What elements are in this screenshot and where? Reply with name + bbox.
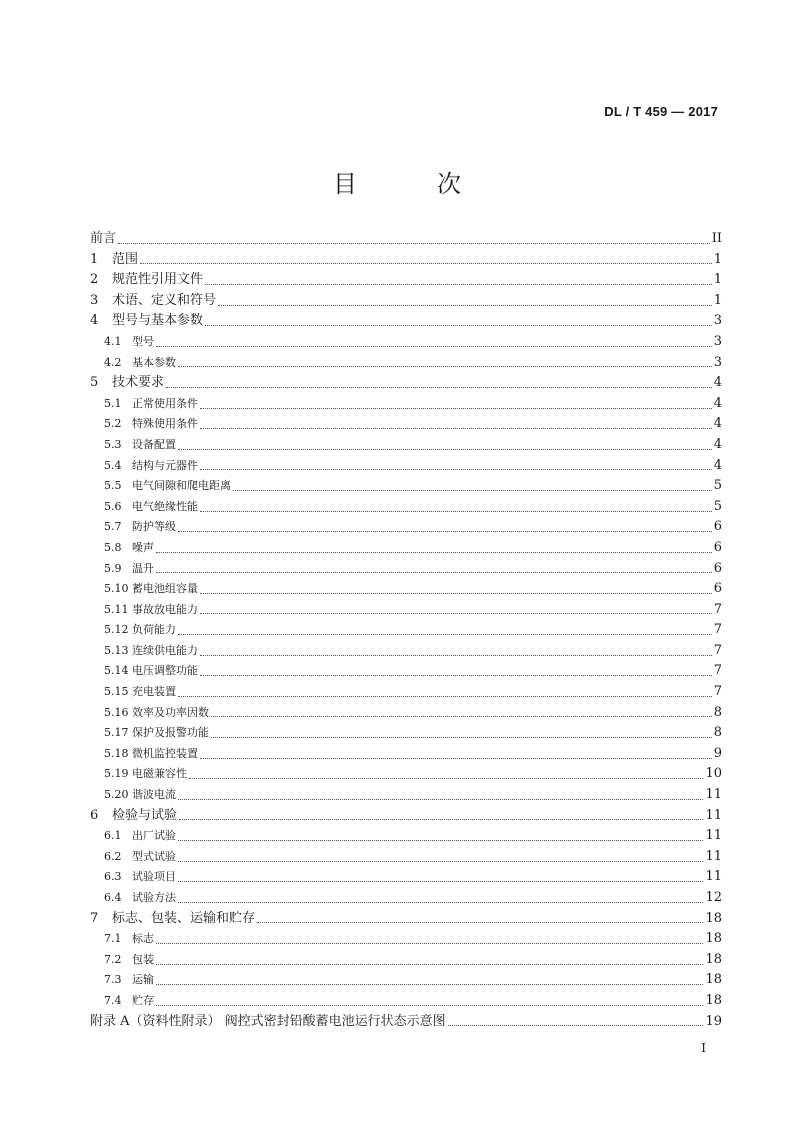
toc-entry-number: 5.1 bbox=[104, 396, 122, 410]
toc-entry-number: 6.4 bbox=[104, 891, 122, 904]
toc-entry-number: 5.10 bbox=[104, 582, 129, 596]
toc-entry-number: 5.8 bbox=[104, 540, 122, 554]
toc-entry-number: 5.3 bbox=[104, 437, 122, 451]
toc-entry[interactable] bbox=[90, 270, 722, 291]
toc-entry-number: 5.17 bbox=[104, 726, 129, 740]
toc-entry-number: 5.14 bbox=[104, 664, 129, 678]
toc-leader-dots bbox=[178, 840, 703, 841]
toc-entry-page: 7 bbox=[713, 601, 722, 617]
toc-leader-dots bbox=[233, 490, 712, 491]
toc-entry-label: 标志 bbox=[132, 932, 154, 946]
toc-entry-page: 8 bbox=[713, 704, 722, 720]
toc-leader-dots bbox=[218, 305, 712, 306]
page-title: 目 次 bbox=[333, 170, 489, 198]
toc-entry[interactable] bbox=[90, 332, 722, 353]
toc-leader-dots bbox=[166, 387, 712, 388]
toc-entry-number: 1 bbox=[90, 251, 99, 267]
toc-entry-number: 6.2 bbox=[104, 849, 122, 863]
toc-entry-label: 运输 bbox=[132, 973, 154, 987]
toc-entry[interactable] bbox=[90, 888, 722, 909]
toc-entry-number: 5.15 bbox=[104, 685, 129, 699]
toc-entry-number: 7.1 bbox=[104, 932, 122, 946]
toc-entry-label: 负荷能力 bbox=[132, 623, 176, 637]
toc-entry-page: 5 bbox=[713, 498, 722, 514]
toc-entry-label: 电压调整功能 bbox=[132, 664, 198, 678]
toc-entry-label: 包装 bbox=[132, 952, 154, 966]
page-number: I bbox=[701, 1041, 706, 1055]
toc-entry[interactable] bbox=[90, 909, 722, 930]
toc-entry-page: 12 bbox=[705, 890, 722, 905]
toc-entry-number: 5.4 bbox=[104, 458, 122, 472]
toc-entry-number: 7.4 bbox=[104, 993, 122, 1007]
toc-leader-dots bbox=[205, 325, 712, 326]
toc-entry-label: 电气绝缘性能 bbox=[132, 499, 198, 513]
toc-entry[interactable] bbox=[90, 744, 722, 765]
toc-leader-dots bbox=[200, 408, 712, 409]
toc-entry-page: 7 bbox=[713, 684, 722, 700]
toc-entry[interactable] bbox=[90, 229, 722, 250]
toc-leader-dots bbox=[156, 1005, 703, 1006]
toc-entry-number: 5.18 bbox=[104, 746, 129, 760]
toc-leader-dots bbox=[178, 449, 712, 450]
toc-entry[interactable] bbox=[90, 538, 722, 559]
toc-entry[interactable] bbox=[90, 311, 722, 332]
toc-entry[interactable] bbox=[90, 600, 722, 621]
toc-entry[interactable] bbox=[90, 867, 722, 888]
toc-leader-dots bbox=[178, 881, 703, 882]
toc-entry[interactable] bbox=[90, 806, 722, 827]
toc-entry-number: 7 bbox=[90, 910, 99, 926]
toc-entry-number: 5.19 bbox=[104, 767, 129, 781]
toc-leader-dots bbox=[178, 696, 712, 697]
toc-entry[interactable] bbox=[90, 394, 722, 415]
toc-entry-label: 充电装置 bbox=[132, 685, 176, 699]
toc-entry-label: 效率及功率因数 bbox=[132, 705, 209, 719]
toc-entry-page: 6 bbox=[713, 581, 722, 597]
toc-leader-dots bbox=[178, 861, 703, 862]
toc-entry[interactable] bbox=[90, 414, 722, 435]
toc-entry[interactable] bbox=[90, 723, 722, 744]
toc-entry-label: 技术要求 bbox=[112, 375, 165, 391]
toc-entry-page: 11 bbox=[705, 787, 722, 803]
toc-entry[interactable] bbox=[90, 929, 722, 950]
toc-entry-page: 18 bbox=[705, 951, 722, 967]
toc-entry-page: 10 bbox=[705, 766, 722, 782]
toc-entry[interactable] bbox=[90, 620, 722, 641]
toc-entry-number: 6.3 bbox=[104, 870, 122, 884]
toc-entry[interactable] bbox=[90, 847, 722, 868]
toc-entry-page: 1 bbox=[713, 251, 722, 267]
toc-leader-dots bbox=[257, 922, 703, 923]
toc-entry-label: 型式试验 bbox=[132, 849, 176, 863]
toc-entry[interactable] bbox=[90, 517, 722, 538]
toc-entry-page: 1 bbox=[713, 292, 722, 308]
toc-leader-dots bbox=[200, 675, 712, 676]
toc-leader-dots bbox=[178, 799, 703, 800]
toc-entry[interactable] bbox=[90, 764, 722, 785]
toc-entry-label: 附录 A（资料性附录） 阀控式密封铅酸蓄电池运行状态示意图 bbox=[90, 1013, 446, 1029]
toc-leader-dots bbox=[205, 284, 712, 285]
toc-leader-dots bbox=[179, 819, 703, 820]
toc-leader-dots bbox=[200, 593, 712, 594]
toc-entry-number: 2 bbox=[90, 272, 99, 288]
toc-entry[interactable] bbox=[90, 456, 722, 477]
toc-entry-number: 5.2 bbox=[104, 417, 122, 431]
toc-entry-page: 4 bbox=[713, 436, 722, 452]
toc-leader-dots bbox=[211, 737, 712, 738]
toc-entry-label: 电磁兼容性 bbox=[132, 767, 187, 781]
toc-entry-number: 5.13 bbox=[104, 643, 129, 657]
toc-entry-number: 5.11 bbox=[104, 602, 129, 616]
toc-entry-page: 5 bbox=[713, 478, 722, 494]
toc-entry[interactable] bbox=[90, 950, 722, 971]
toc-entry-number: 6 bbox=[90, 807, 99, 823]
toc-entry[interactable] bbox=[90, 250, 722, 271]
toc-leader-dots bbox=[156, 552, 712, 553]
standard-code: DL / T 459 — 2017 bbox=[604, 104, 718, 119]
toc-entry[interactable] bbox=[90, 682, 722, 703]
toc-entry-number: 7.3 bbox=[104, 973, 122, 987]
toc-leader-dots bbox=[200, 428, 712, 429]
toc-leader-dots bbox=[178, 366, 712, 367]
toc-entry-page: 3 bbox=[713, 354, 722, 370]
toc-entry-page: 3 bbox=[713, 333, 722, 349]
toc-entry-label: 标志、包装、运输和贮存 bbox=[112, 910, 256, 926]
toc-entry-label: 电气间隙和爬电距离 bbox=[132, 479, 231, 493]
toc-entry[interactable] bbox=[90, 291, 722, 312]
toc-entry-page: 18 bbox=[705, 910, 722, 926]
toc-leader-dots bbox=[200, 758, 712, 759]
toc-entry-label: 前言 bbox=[90, 231, 117, 246]
toc-entry-number: 4.2 bbox=[104, 355, 122, 369]
toc-entry-number: 3 bbox=[90, 292, 99, 308]
toc-entry-page: 1 bbox=[713, 272, 722, 288]
toc-entry-page: 7 bbox=[713, 622, 722, 638]
toc-entry-number: 5.5 bbox=[104, 479, 122, 493]
toc-entry[interactable] bbox=[90, 353, 722, 374]
toc-entry-label: 连续供电能力 bbox=[132, 643, 198, 657]
toc-entry-number: 5.6 bbox=[104, 499, 122, 513]
toc-entry-label: 试验方法 bbox=[132, 891, 176, 904]
toc-entry-label: 保护及报警功能 bbox=[132, 726, 209, 740]
toc-leader-dots bbox=[200, 655, 712, 656]
toc-entry-page: 4 bbox=[713, 395, 722, 411]
toc-entry-page: 18 bbox=[705, 972, 722, 988]
toc-entry[interactable] bbox=[90, 641, 722, 662]
toc-entry-page: 6 bbox=[713, 560, 722, 576]
toc-leader-dots bbox=[200, 613, 712, 614]
toc-entry[interactable] bbox=[90, 1012, 722, 1033]
toc-entry[interactable] bbox=[90, 826, 722, 847]
toc-entry-page: II bbox=[711, 231, 722, 246]
toc-entry-page: 4 bbox=[713, 457, 722, 473]
toc-entry-label: 特殊使用条件 bbox=[132, 417, 198, 431]
toc-entry-label: 温升 bbox=[132, 561, 154, 575]
toc-entry-page: 11 bbox=[705, 869, 722, 885]
toc-entry-number: 5.16 bbox=[104, 705, 129, 719]
toc-leader-dots bbox=[140, 263, 712, 264]
toc-entry-label: 事故放电能力 bbox=[132, 602, 198, 616]
toc-entry-page: 9 bbox=[713, 745, 722, 761]
toc-leader-dots bbox=[156, 346, 712, 347]
toc-entry-label: 正常使用条件 bbox=[132, 396, 198, 410]
toc-leader-dots bbox=[118, 243, 710, 244]
toc-leader-dots bbox=[178, 634, 712, 635]
toc-entry-label: 结构与元器件 bbox=[132, 458, 198, 472]
toc-entry-label: 试验项目 bbox=[132, 870, 176, 884]
toc-entry[interactable] bbox=[90, 497, 722, 518]
toc-entry-label: 型号 bbox=[132, 334, 154, 348]
toc-entry-number: 5.12 bbox=[104, 623, 129, 637]
toc-entry-label: 蓄电池组容量 bbox=[132, 582, 198, 596]
toc-entry[interactable] bbox=[90, 970, 722, 991]
toc-entry[interactable] bbox=[90, 373, 722, 394]
toc-entry-label: 谐波电流 bbox=[132, 788, 176, 802]
toc-leader-dots bbox=[189, 778, 703, 779]
toc-entry-number: 4.1 bbox=[104, 334, 122, 348]
toc-entry-label: 术语、定义和符号 bbox=[112, 292, 217, 308]
table-of-contents bbox=[90, 229, 722, 1032]
toc-entry[interactable] bbox=[90, 559, 722, 580]
toc-entry[interactable] bbox=[90, 703, 722, 724]
toc-leader-dots bbox=[200, 511, 712, 512]
toc-entry-page: 11 bbox=[705, 807, 722, 823]
toc-entry-page: 4 bbox=[713, 416, 722, 432]
toc-entry[interactable] bbox=[90, 991, 722, 1012]
toc-entry-page: 3 bbox=[713, 313, 722, 329]
toc-entry-label: 噪声 bbox=[132, 540, 154, 554]
toc-leader-dots bbox=[156, 984, 703, 985]
toc-entry-page: 8 bbox=[713, 725, 722, 741]
toc-entry-page: 18 bbox=[705, 931, 722, 947]
toc-entry[interactable] bbox=[90, 579, 722, 600]
toc-entry-page: 18 bbox=[705, 992, 722, 1008]
toc-entry-number: 6.1 bbox=[104, 829, 122, 843]
toc-entry-label: 型号与基本参数 bbox=[112, 313, 204, 329]
toc-entry-page: 11 bbox=[705, 828, 722, 844]
toc-entry[interactable] bbox=[90, 435, 722, 456]
toc-entry-label: 防护等级 bbox=[132, 520, 176, 534]
toc-entry-label: 范围 bbox=[112, 251, 139, 267]
toc-leader-dots bbox=[178, 531, 712, 532]
toc-entry-number: 5 bbox=[90, 375, 99, 391]
toc-entry-label: 基本参数 bbox=[132, 355, 176, 369]
toc-leader-dots bbox=[156, 943, 703, 944]
toc-leader-dots bbox=[448, 1025, 704, 1026]
toc-entry-label: 设备配置 bbox=[132, 437, 176, 451]
toc-entry-page: 7 bbox=[713, 642, 722, 658]
toc-leader-dots bbox=[156, 964, 703, 965]
toc-entry-label: 微机监控装置 bbox=[132, 746, 198, 760]
toc-entry-label: 规范性引用文件 bbox=[112, 272, 204, 288]
toc-entry[interactable] bbox=[90, 661, 722, 682]
toc-entry-page: 11 bbox=[705, 848, 722, 864]
toc-entry-label: 出厂试验 bbox=[132, 829, 176, 843]
toc-entry-page: 4 bbox=[713, 375, 722, 391]
toc-entry-page: 6 bbox=[713, 519, 722, 535]
toc-leader-dots bbox=[178, 902, 703, 903]
toc-entry[interactable] bbox=[90, 785, 722, 806]
toc-entry-number: 5.9 bbox=[104, 561, 122, 575]
toc-entry-number: 5.20 bbox=[104, 788, 129, 802]
toc-entry-number: 4 bbox=[90, 313, 99, 329]
toc-entry-page: 7 bbox=[713, 663, 722, 679]
toc-entry-number: 5.7 bbox=[104, 520, 122, 534]
toc-leader-dots bbox=[200, 469, 712, 470]
toc-entry-label: 检验与试验 bbox=[112, 807, 178, 823]
toc-entry-label: 贮存 bbox=[132, 993, 154, 1007]
toc-entry-page: 19 bbox=[705, 1013, 722, 1029]
toc-entry[interactable] bbox=[90, 476, 722, 497]
toc-leader-dots bbox=[156, 572, 712, 573]
toc-entry-page: 6 bbox=[713, 539, 722, 555]
toc-entry-number: 7.2 bbox=[104, 952, 122, 966]
toc-leader-dots bbox=[211, 716, 712, 717]
